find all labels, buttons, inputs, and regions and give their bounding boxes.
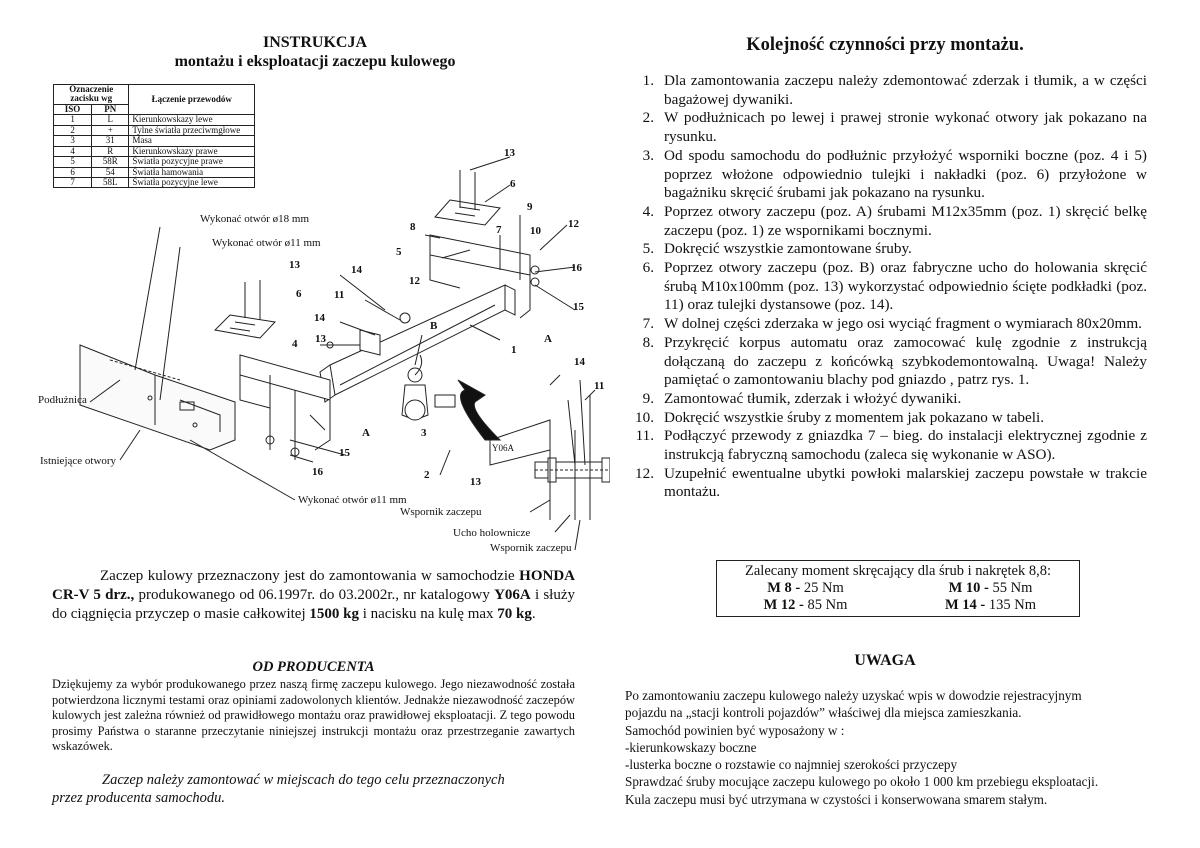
label-ucho: Ucho holownicze [453,527,531,539]
torque-m8-value: 25 Nm [800,580,844,596]
table-header-pn: PN [92,104,129,114]
list-item [622,240,1147,259]
crossbar [320,285,515,402]
step-number: 11. [635,427,654,445]
part-number: A [362,427,370,439]
part-number: 12 [568,218,579,230]
torque-m8 [723,580,888,597]
part-number: 12 [409,275,420,287]
step-number: 4. [642,202,654,220]
detail-view [530,380,610,550]
pn-cell: + [92,125,129,135]
part-number: 16 [312,466,323,478]
part-number: 5 [396,246,402,258]
table-header-polaczenie: Łączenie przewodów [129,85,255,115]
desc-cell: Masa [129,136,255,146]
part-number: 14 [351,264,362,276]
desc-load: 70 kg [497,606,532,622]
step-number: 2. [642,109,654,127]
part-number: 15 [573,301,584,313]
list-item [622,409,1147,428]
part-number: 9 [527,201,533,213]
torque-m14-label: M 14 - [944,597,986,613]
uwaga-text [625,687,1145,808]
table-row [54,125,255,135]
list-item [622,390,1147,409]
torque-m10-value: 55 Nm [988,580,1033,596]
part-number: 6 [296,288,302,300]
step-number: 3. [642,146,654,164]
part-number: 15 [339,447,350,459]
top-plate-right [435,170,500,225]
desc-part3: i służy do ciągnięcia przyczep o masie całkowitej [52,587,575,622]
longitudinal-member [80,345,235,450]
step-text: Poprzez otwory zaczepu (poz. B) oraz fabryczne ucho do holowania skręcić śrubą M10x100mm (poz. 13) wykorzystać odpowiednio ścięte podkładki (poz. 11) oraz tulejki dystansowe (poz. 14). [664,259,1147,314]
step-number: 1. [642,72,654,89]
step-text: W dolnej części zderzaka w jego osi wyciąć fragment o wymiarach 80x20mm. [664,315,1142,333]
part-number: 13 [470,476,481,488]
pn-cell: L [92,115,129,125]
desc-cell: Światła pozycyjne lewe [129,177,255,187]
desc-cell: Kierunkowskazy lewe [129,115,255,125]
desc-mass: 1500 kg [309,606,359,622]
hitch-description [52,567,575,624]
part-number: B [430,320,438,332]
part-number: A [544,333,552,345]
part-number: 1 [511,344,517,356]
step-number: 10. [635,408,654,426]
producer-text [52,677,575,755]
part-number: 10 [530,225,541,237]
list-item [622,259,1147,315]
step-text: Podłączyć przewody z gniazdka 7 – bieg. do instalacji elektrycznej zgodnie z instrukcją fabryczną samochodu (zaleca się wykonanie w ASO). [664,427,1147,464]
step-text: Dokręcić wszystkie zamontowane śruby. [664,240,912,258]
desc-cell: Światła pozycyjne prawe [129,157,255,167]
label-istniejace-otwory: Istniejące otwory [40,455,117,467]
iso-cell: 2 [54,125,92,135]
list-item [622,147,1147,203]
uwaga-line: Po zamontowaniu zaczepu kulowego należy uzyskać wpis w dowodzie rejestracyjnym [625,688,1082,703]
uwaga-line: Kula zaczepu musi być utrzymana w czystości i konserwowana smarem stałym. [625,791,1048,807]
step-text: Poprzez otwory zaczepu (poz. A) śrubami M12x35mm (poz. 1) skręcić belkę zaczepu (poz. 1) ze wspornikami bocznymi. [664,202,1147,239]
uwaga-line: -kierunkowskazy boczne [625,739,757,755]
step-text: Przykręcić korpus automatu oraz zamocować kulę zgodnie z instrukcją dołączaną do zaczepu z końcówką szybkodemontowalną. Uwaga! Należy pamiętać o zamontowaniu blachy pod gniazdo , patrz rys. 1. [664,333,1147,389]
label-hole-11mm-bottom: Wykonać otwór ø11 mm [298,494,407,506]
part-number: 11 [334,289,345,301]
torque-grid [723,580,1073,614]
list-item [622,334,1147,390]
desc-part1: Zaczep kulowy przeznaczony jest do zamontowania w samochodzie [100,568,520,584]
uwaga-line: pojazdu na „stacji kontroli pojazdów” właściwej dla miejsca zamieszkania. [625,705,1022,721]
step-number: 5. [642,240,654,258]
pn-cell: 58L [92,177,129,187]
producer-note-line2: przez producenta samochodu. [52,790,226,806]
torque-m10 [908,580,1073,597]
desc-cell: Światła hamowania [129,167,255,177]
label-wspornik-2: Wspornik zaczepu [490,542,572,554]
pn-cell: 54 [92,167,129,177]
instruction-title [60,33,570,71]
pn-cell: 31 [92,136,129,146]
label-hole-18mm: Wykonać otwór ø18 mm [200,213,310,225]
part-number: 11 [594,380,605,392]
part-number: 7 [496,224,502,236]
step-text: W podłużnicach po lewej i prawej stronie wykonać otwory jak pokazano na rysunku. [664,109,1147,146]
torque-m12-value: 85 Nm [803,597,848,613]
desc-part2: produkowanego od 06.1997r. do 03.2002r., nr katalogowy [134,587,495,603]
step-text: Uzupełnić ewentualne ubytki powłoki malarskiej zaczepu powstałe w trakcie montażu. [664,464,1147,501]
label-wspornik-1: Wspornik zaczepu [400,506,482,518]
desc-cell: Tylne światła przeciwmgłowe [129,125,255,135]
top-plate-left [215,280,275,338]
step-text: Od spodu samochodu do podłużnic przyłożyć wsporniki boczne (poz. 4 i 5) poprzez włożone odpowiednio tulejki i nakładki (poz. 6) przyłożone w bagażniku skręcić śrubami jak pokazano na rysunku. [664,146,1147,202]
list-item [622,109,1147,146]
torque-m14-value: 135 Nm [985,597,1036,613]
part-number: 3 [421,427,427,439]
torque-box [716,560,1080,617]
label-hole-11mm-top: Wykonać otwór ø11 mm [212,237,321,249]
part-number: 14 [574,356,585,368]
uwaga-line: -lusterka boczne o rozstawie co najmniej szerokości przyczepy [625,757,958,773]
step-text: Dokręcić wszystkie śruby z momentem jak pokazano w tabeli. [664,408,1044,426]
step-number: 7. [642,315,654,333]
part-number: 2 [424,469,430,481]
iso-cell: 7 [54,177,92,187]
step-text: Dla zamontowania zaczepu należy zdemontować zderzak i tłumik, a w części bagażowej dywaniki. [664,72,1147,108]
list-item [622,465,1147,502]
part-number: 4 [292,338,298,350]
ball-hitch [402,355,455,420]
torque-m12-label: M 12 - [763,597,804,613]
pn-cell: R [92,146,129,156]
part-number: 13 [289,259,300,271]
iso-cell: 5 [54,157,92,167]
producer-heading: OD PRODUCENTA [252,659,375,675]
step-number: 9. [642,389,654,407]
torque-m10-label: M 10 - [948,580,989,596]
part-number: 6 [510,178,516,190]
torque-m14 [908,597,1073,614]
desc-part5: . [531,606,536,622]
desc-part4: i nacisku na kulę max [358,606,498,622]
label-podluznica: Podłużnica [38,394,87,406]
uwaga-line: Samochód powinien być wyposażony w : [625,722,845,738]
stamp-y06a: Y06A [492,443,514,453]
list-item [622,203,1147,240]
torque-m8-label: M 8 - [767,580,801,596]
table-header-iso: ISO [54,104,92,114]
part-number: 16 [571,262,582,274]
steps-list [622,72,1147,502]
part-number: 13 [504,147,515,159]
list-item [622,72,1147,109]
table-row [54,115,255,125]
desc-catalog-number: Y06A [494,587,531,603]
list-item [622,315,1147,334]
desc-cell: Kierunkowskazy prawe [129,146,255,156]
part-number: 14 [314,312,325,324]
uwaga-heading: UWAGA [854,652,916,669]
steps-title: Kolejność czynności przy montażu. [746,35,1024,55]
step-number: 6. [642,259,654,277]
iso-cell: 1 [54,115,92,125]
producer-paragraph: Dziękujemy za wybór produkowanego przez naszą firmę zaczepu kulowego. Jego niezawodność została potwierdzona licznymi testami oraz opiniami zadowolonych klientów. Jednakże niezawodność zaczepów kulowych jest zależna również od prawidłowego montażu oraz prawidłowej eksploatacji. Z tego powodu prosimy Państwa o staranne przeczytanie niniejszej instrukcji montażu oraz przestrzeganie zawartych wskazówek. [52,677,575,754]
uwaga-line: Sprawdzać śruby mocujące zaczepu kulowego po około 1 000 km przebiegu eksploatacji. [625,774,1099,790]
desc-car-model: HONDA CR-V 5 drz., [52,568,575,603]
producer-note-line1: Zaczep należy zamontować w miejscach do tego celu przeznaczonych [102,772,505,788]
instruction-title-line2: montażu i eksploatacji zaczepu kulowego [174,53,456,70]
step-number: 8. [642,333,654,351]
iso-cell: 6 [54,167,92,177]
assembly-diagram [30,140,610,560]
direction-arrow [458,380,500,440]
left-bracket [240,355,330,450]
step-number: 12. [635,464,654,482]
producer-note [52,771,575,807]
step-text: Zamontować tłumik, zderzak i włożyć dywaniki. [664,389,962,407]
part-number: 8 [410,221,416,233]
torque-m12 [723,597,888,614]
pn-cell: 58R [92,157,129,167]
part-number: 13 [315,333,326,345]
torque-heading: Zalecany moment skręcający dla śrub i nakrętek 8,8: [745,563,1051,579]
iso-cell: 4 [54,146,92,156]
iso-cell: 3 [54,136,92,146]
table-header-oznaczenie: Oznaczenie zacisku wg [54,85,129,105]
instruction-title-line1: INSTRUKCJA [262,34,367,51]
list-item [622,427,1147,464]
